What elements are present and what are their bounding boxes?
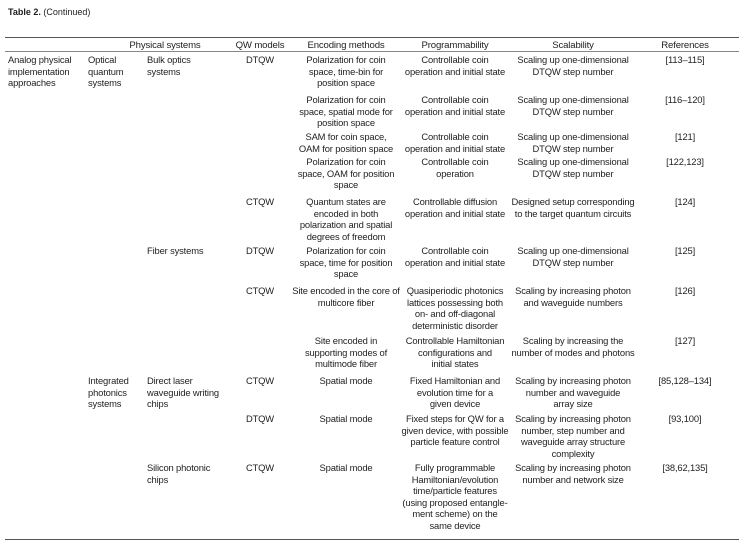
programmability-cell xyxy=(400,413,510,448)
reference-cell xyxy=(636,335,734,347)
programmability-text: given device xyxy=(429,398,481,410)
physical-system-cell xyxy=(147,375,227,410)
reference-cell xyxy=(636,131,734,143)
encoding-method-text: multimode fiber xyxy=(315,358,377,370)
programmability-text: initial states xyxy=(431,358,479,370)
category-line: photonics xyxy=(88,386,127,398)
scalability-text: DTQW step number xyxy=(532,105,614,117)
scalability-text: DTQW step number xyxy=(532,142,614,154)
encoding-method-text: Spatial mode xyxy=(319,413,373,424)
scalability-cell xyxy=(510,335,636,358)
scalability-text: number and waveguide xyxy=(525,386,621,398)
encoding-method-text: Polarization for coin xyxy=(306,94,386,105)
encoding-method-text: space, time for position xyxy=(299,256,393,268)
category-line: systems xyxy=(88,398,122,410)
qw-model-cell xyxy=(228,462,292,474)
scalability-text: DTQW step number xyxy=(532,256,614,268)
scalability-text: number and network size xyxy=(522,473,624,485)
qw-model-text: DTQW xyxy=(245,413,275,424)
scalability-text: array size xyxy=(553,398,593,410)
category-integrated xyxy=(88,375,129,410)
encoding-method-cell xyxy=(292,335,400,370)
programmability-cell xyxy=(400,375,510,410)
scalability-text: Scaling up one-dimensional xyxy=(517,94,629,105)
encoding-method-text: Polarization for coin xyxy=(306,156,386,167)
scalability-cell xyxy=(510,156,636,179)
programmability-text: (using proposed entangle- xyxy=(402,496,508,508)
physical-system-text: chips xyxy=(147,398,169,410)
programmability-text: Quasiperiodic photonics xyxy=(406,285,504,296)
scalability-text: Scaling by increasing photon xyxy=(515,375,631,386)
programmability-text: Controllable Hamiltonian xyxy=(405,335,505,346)
scalability-text: number of modes and photons xyxy=(511,346,635,358)
programmability-cell xyxy=(400,156,510,179)
qw-model-cell xyxy=(228,196,292,208)
encoding-method-text: space xyxy=(333,268,359,280)
scalability-text: Scaling up one-dimensional xyxy=(517,54,629,65)
encoding-method-cell xyxy=(292,413,400,425)
encoding-method-text: degrees of freedom xyxy=(306,230,386,242)
qw-model-cell xyxy=(228,413,292,425)
reference-text: [93,100] xyxy=(668,413,702,424)
reference-cell xyxy=(636,245,734,257)
reference-cell xyxy=(636,94,734,106)
header-encoding-methods: Encoding methods xyxy=(307,40,385,51)
programmability-cell xyxy=(400,94,510,117)
scalability-text: Designed setup corresponding xyxy=(511,196,635,207)
encoding-method-cell xyxy=(292,375,400,387)
programmability-cell xyxy=(400,54,510,77)
encoding-method-text: Site encoded in the core of xyxy=(292,285,400,296)
scalability-cell xyxy=(510,375,636,410)
programmability-text: particle feature control xyxy=(410,436,500,448)
bottom-rule xyxy=(5,539,739,540)
programmability-text: lattices possessing both xyxy=(407,296,503,308)
category-line: systems xyxy=(88,77,122,89)
programmability-text: evolution time for a xyxy=(416,386,494,398)
encoding-method-text: OAM for position space xyxy=(298,142,394,154)
qw-model-text: DTQW xyxy=(245,54,275,65)
encoding-method-text: space, spatial mode for xyxy=(299,105,393,117)
approach-line: Analog physical xyxy=(8,54,72,65)
programmability-text: Controllable coin xyxy=(421,156,489,167)
encoding-method-text: space, OAM for position xyxy=(297,167,395,179)
encoding-method-text: Spatial mode xyxy=(319,375,373,386)
encoding-method-cell xyxy=(292,156,400,191)
reference-cell xyxy=(636,54,734,66)
encoding-method-text: SAM for coin space, xyxy=(305,131,387,142)
reference-text: [124] xyxy=(674,196,696,207)
encoding-method-cell xyxy=(292,462,400,474)
programmability-text: Controllable coin xyxy=(421,245,489,256)
reference-text: [113–115] xyxy=(665,54,705,65)
scalability-text: waveguide array structure xyxy=(520,436,626,448)
encoding-method-cell xyxy=(292,131,400,154)
approach-line: approaches xyxy=(8,77,56,89)
caption-suffix: (Continued) xyxy=(43,7,91,17)
programmability-text: Fully programmable xyxy=(414,462,496,473)
encoding-method-text: Quantum states are xyxy=(306,196,386,207)
header-references: References xyxy=(661,40,709,51)
physical-system-cell xyxy=(147,245,227,257)
scalability-cell xyxy=(510,285,636,308)
programmability-cell xyxy=(400,335,510,370)
programmability-text: configurations and xyxy=(418,346,492,358)
programmability-text: Controllable coin xyxy=(421,131,489,142)
encoding-method-text: multicore fiber xyxy=(317,296,375,308)
header-scalability: Scalability xyxy=(552,40,594,51)
encoding-method-text: position space xyxy=(317,77,375,89)
programmability-cell xyxy=(400,462,510,532)
programmability-cell xyxy=(400,245,510,268)
reference-text: [121] xyxy=(674,131,696,142)
encoding-method-text: Polarization for coin xyxy=(306,245,386,256)
programmability-text: operation and initial state xyxy=(404,105,506,117)
scalability-text: Scaling up one-dimensional xyxy=(517,245,629,256)
programmability-cell xyxy=(400,285,510,331)
category-line: Integrated xyxy=(88,375,129,386)
scalability-text: Scaling up one-dimensional xyxy=(517,156,629,167)
physical-system-text: chips xyxy=(147,473,169,485)
header-qw-models: QW models xyxy=(235,40,285,51)
category-optical xyxy=(88,54,123,89)
reference-text: [127] xyxy=(674,335,696,346)
programmability-text: Controllable coin xyxy=(421,54,489,65)
scalability-text: number, step number and xyxy=(521,424,625,436)
programmability-text: time/particle features xyxy=(413,485,497,497)
scalability-cell xyxy=(510,245,636,268)
scalability-text: to the target quantum circuits xyxy=(514,207,632,219)
scalability-text: Scaling by increasing the xyxy=(522,335,624,346)
reference-cell xyxy=(636,156,734,168)
programmability-cell xyxy=(400,196,510,219)
qw-model-cell xyxy=(228,245,292,257)
programmability-text: given device, with possible xyxy=(401,424,509,436)
scalability-text: DTQW step number xyxy=(532,167,614,179)
qw-model-cell xyxy=(228,285,292,297)
encoding-method-text: position space xyxy=(317,117,375,129)
scalability-cell xyxy=(510,196,636,219)
encoding-method-text: Site encoded in xyxy=(314,335,378,346)
encoding-method-text: polarization and spatial xyxy=(299,219,393,231)
encoding-method-text: space xyxy=(333,179,359,191)
physical-system-text: Direct laser xyxy=(147,375,193,386)
programmability-text: operation and initial state xyxy=(404,142,506,154)
physical-system-text: Fiber systems xyxy=(147,245,204,256)
reference-cell xyxy=(636,413,734,425)
encoding-method-text: Polarization for coin xyxy=(306,54,386,65)
scalability-cell xyxy=(510,413,636,459)
header-programmability: Programmability xyxy=(421,40,489,51)
encoding-method-text: supporting modes of xyxy=(304,346,388,358)
encoding-method-cell xyxy=(292,54,400,89)
category-line: Optical xyxy=(88,54,117,65)
scalability-text: Scaling by increasing photon xyxy=(515,462,631,473)
qw-model-text: CTQW xyxy=(245,285,275,296)
reference-cell xyxy=(636,196,734,208)
category-line: quantum xyxy=(88,65,124,77)
reference-text: [122,123] xyxy=(666,156,704,167)
encoding-method-cell xyxy=(292,94,400,129)
scalability-text: DTQW step number xyxy=(532,65,614,77)
programmability-cell xyxy=(400,131,510,154)
qw-model-cell xyxy=(228,54,292,66)
physical-system-text: waveguide writing xyxy=(147,386,219,398)
physical-system-text: Silicon photonic xyxy=(147,462,211,473)
qw-model-text: CTQW xyxy=(245,196,275,207)
encoding-method-cell xyxy=(292,245,400,280)
scalability-text: complexity xyxy=(551,447,595,459)
scalability-cell xyxy=(510,131,636,154)
physical-system-cell xyxy=(147,54,227,77)
programmability-text: Hamiltonian/evolution xyxy=(411,473,499,485)
reference-text: [85,128–134] xyxy=(658,375,712,386)
top-rule xyxy=(5,37,739,38)
programmability-text: Controllable diffusion xyxy=(412,196,498,207)
caption-label: Table 2. xyxy=(8,7,41,17)
programmability-text: operation and initial state xyxy=(404,65,506,77)
reference-cell xyxy=(636,285,734,297)
reference-text: [38,62,135] xyxy=(662,462,708,473)
scalability-text: Scaling up one-dimensional xyxy=(517,131,629,142)
header-physical-systems: Physical systems xyxy=(129,40,201,51)
qw-model-cell xyxy=(228,375,292,387)
encoding-method-cell xyxy=(292,285,400,308)
programmability-text: Fixed Hamiltonian and xyxy=(409,375,501,386)
programmability-text: on- and off-diagonal xyxy=(414,308,496,320)
reference-text: [125] xyxy=(674,245,696,256)
qw-model-text: CTQW xyxy=(245,462,275,473)
qw-model-text: DTQW xyxy=(245,245,275,256)
encoding-method-text: Spatial mode xyxy=(319,462,373,473)
physical-system-cell xyxy=(147,462,227,485)
table-caption xyxy=(8,7,90,17)
programmability-text: operation and initial state xyxy=(404,207,506,219)
encoding-method-cell xyxy=(292,196,400,242)
scalability-text: Scaling by increasing photon xyxy=(515,285,631,296)
programmability-text: ment scheme) on the xyxy=(412,508,498,520)
programmability-text: operation xyxy=(436,167,474,179)
programmability-text: deterministic disorder xyxy=(412,319,498,331)
programmability-text: operation and initial state xyxy=(404,256,506,268)
physical-system-text: systems xyxy=(147,65,181,77)
encoding-method-text: space, time-bin for xyxy=(308,65,384,77)
encoding-method-text: encoded in both xyxy=(313,207,379,219)
programmability-text: Fixed steps for QW for a xyxy=(406,413,504,424)
scalability-text: Scaling by increasing photon xyxy=(515,413,631,424)
physical-system-text: Bulk optics xyxy=(147,54,191,65)
reference-text: [116–120] xyxy=(665,94,705,105)
reference-text: [126] xyxy=(674,285,696,296)
scalability-cell xyxy=(510,94,636,117)
qw-model-text: CTQW xyxy=(245,375,275,386)
approach-line: implementation xyxy=(8,65,70,77)
programmability-text: same device xyxy=(429,519,481,531)
programmability-text: Controllable coin xyxy=(421,94,489,105)
scalability-cell xyxy=(510,462,636,485)
scalability-cell xyxy=(510,54,636,77)
scalability-text: and waveguide numbers xyxy=(523,296,623,308)
approach-label xyxy=(8,54,71,89)
reference-cell xyxy=(636,462,734,474)
reference-cell xyxy=(636,375,734,387)
